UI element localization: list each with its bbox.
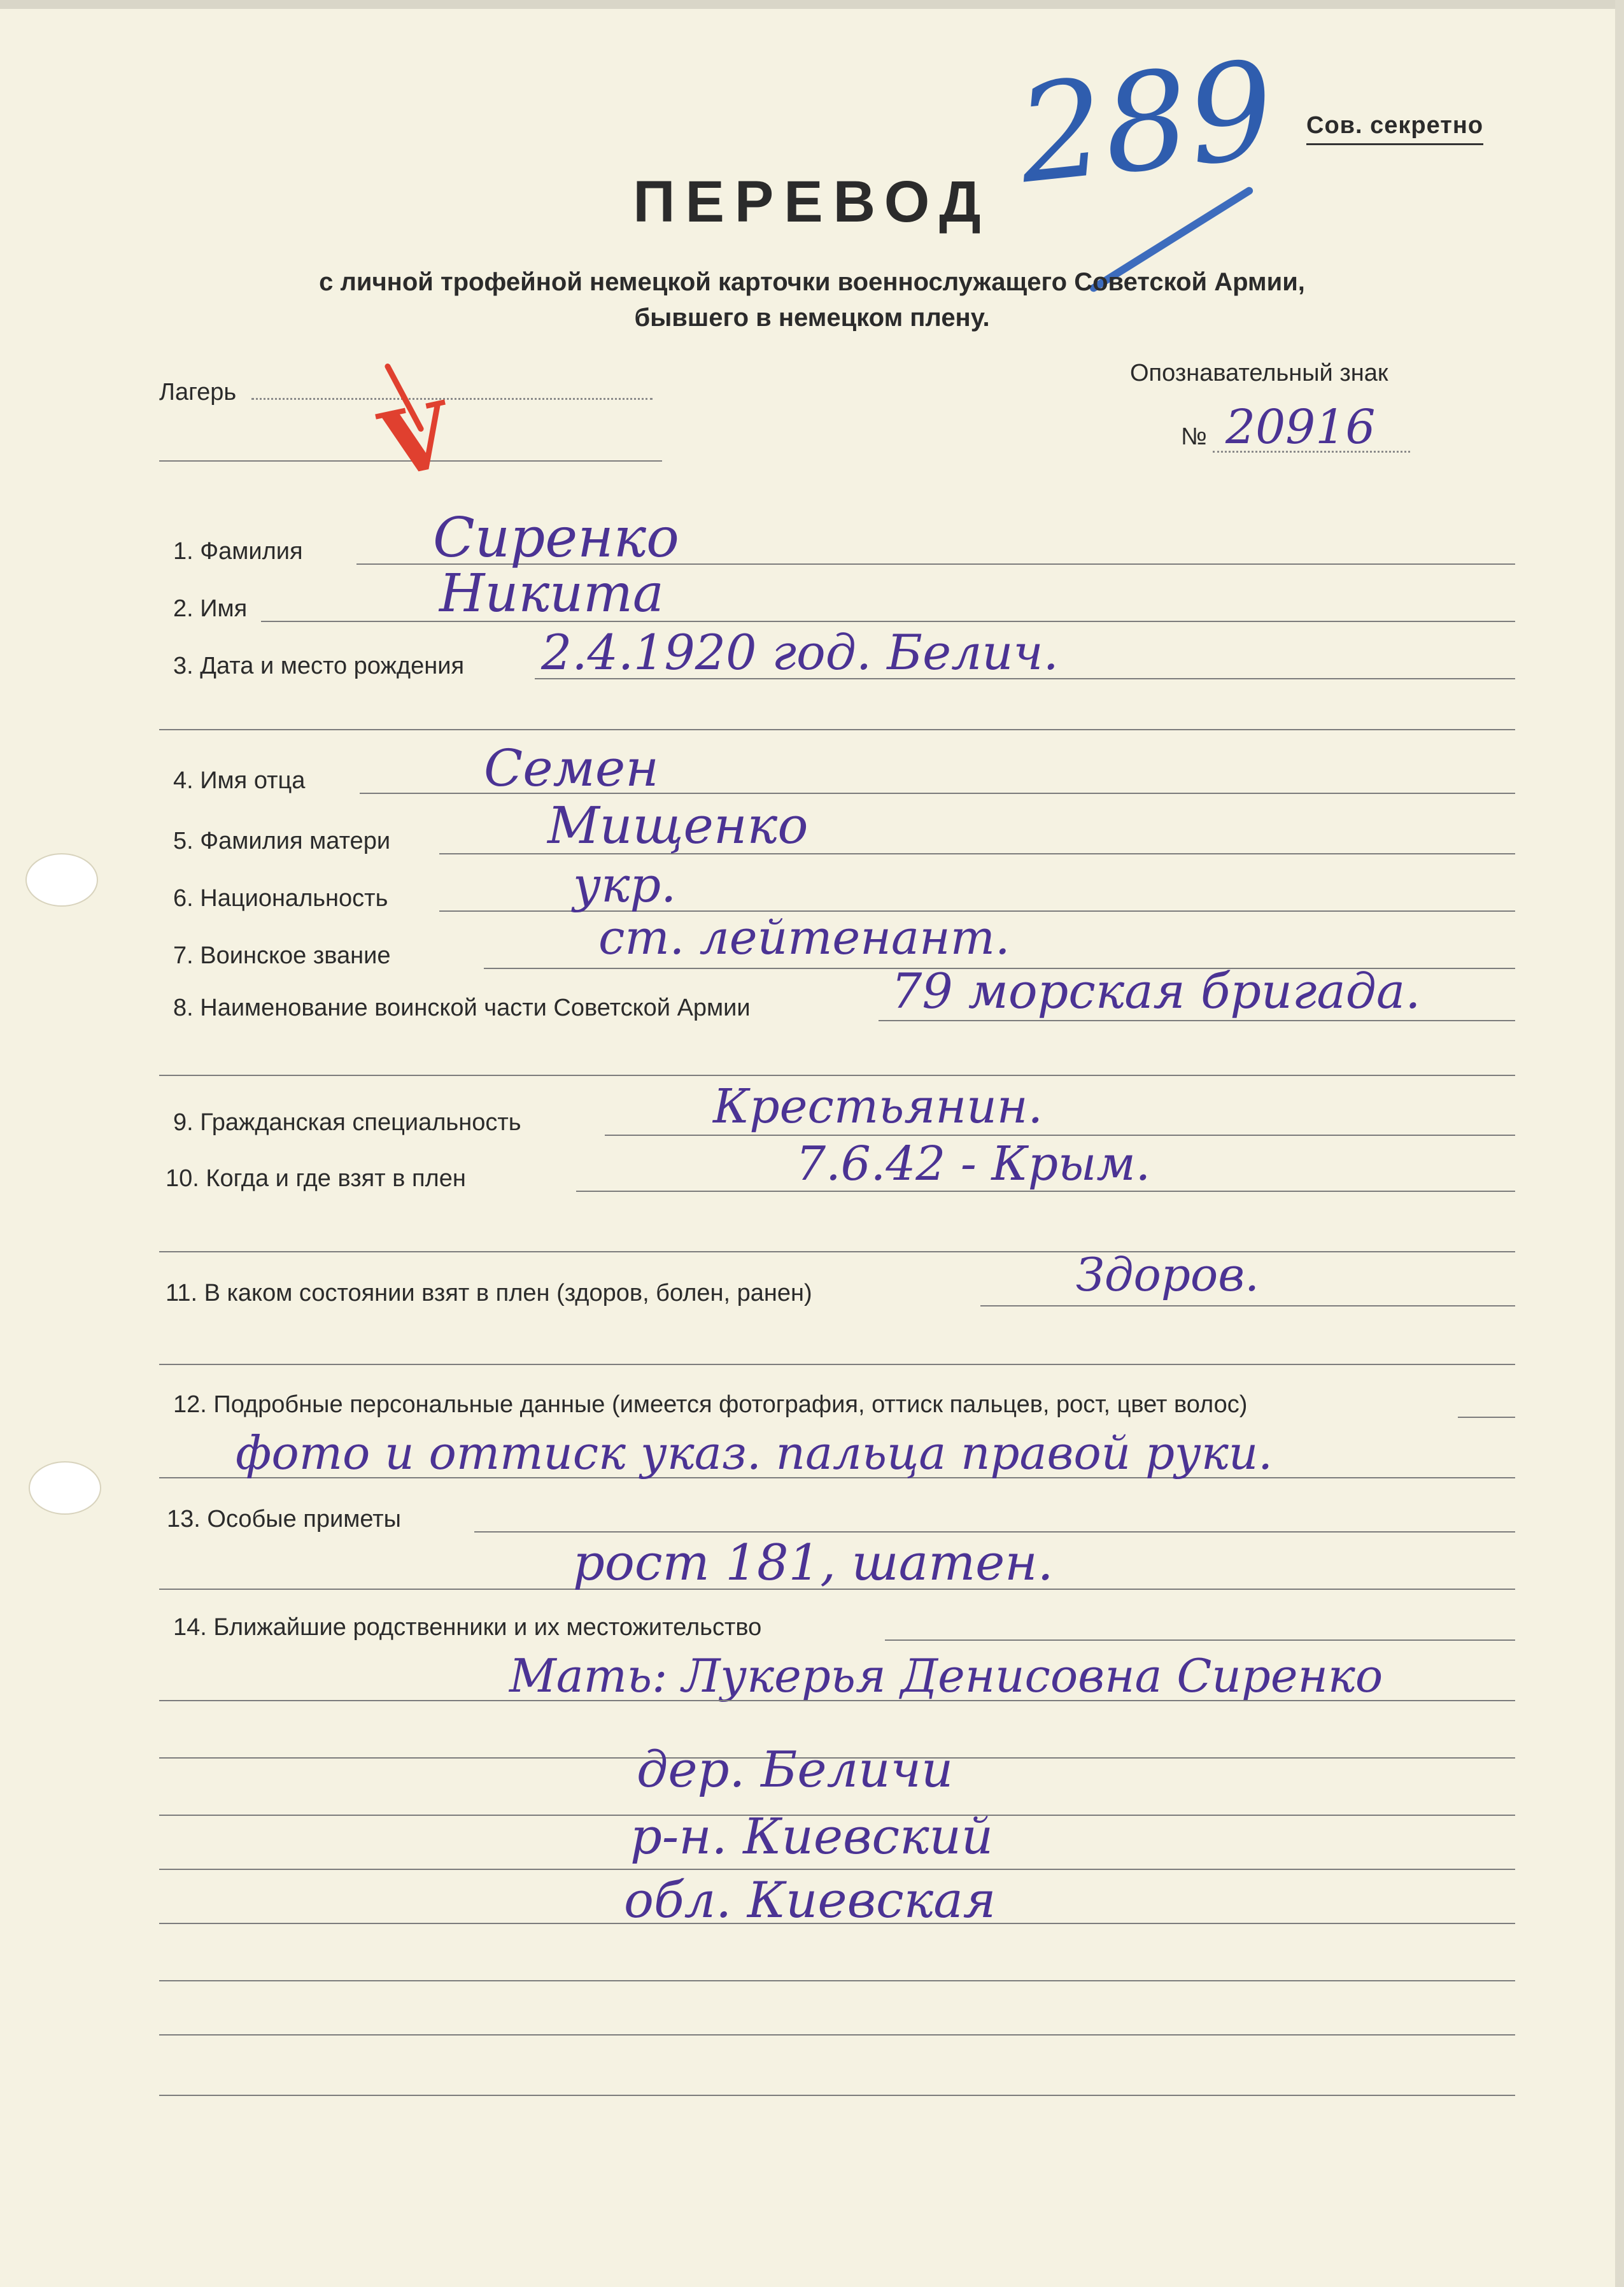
secrecy-stamp: Сов. секретно xyxy=(1306,112,1483,145)
relatives-line-7 xyxy=(159,2034,1515,2036)
field-label-civil-profession: 9. Гражданская специальность xyxy=(173,1109,521,1136)
field-label-captured-when-where: 10. Когда и где взят в плен xyxy=(166,1165,466,1192)
subtitle-line-1: с личной трофейной немецкой карточки военнослужащего Советской Армии, xyxy=(319,268,1305,296)
field-line-condition-2 xyxy=(159,1364,1515,1365)
field-label-mother-surname: 5. Фамилия матери xyxy=(173,828,391,854)
field-label-military-unit: 8. Наименование воинской части Советской Армии xyxy=(173,995,751,1021)
punch-hole-upper xyxy=(25,853,98,907)
field-label-first-name: 2. Имя xyxy=(173,595,248,622)
paper-edge-top xyxy=(0,0,1624,9)
document-subtitle xyxy=(0,264,1624,336)
field-value-birth: 2.4.1920 год. Белич. xyxy=(541,624,1059,681)
field-value-relatives: Мать: Лукерья Денисовна Сиренко xyxy=(509,1649,1383,1703)
field-label-rank: 7. Воинское звание xyxy=(173,942,391,969)
field-label-father-name: 4. Имя отца xyxy=(173,767,306,794)
id-sign-label: Опознавательный знак xyxy=(1130,360,1388,386)
field-value-father-name: Семен xyxy=(484,739,659,798)
id-number-value: 20916 xyxy=(1225,400,1376,455)
field-label-personal-data: 12. Подробные персональные данные (имеется фотография, оттиск пальцев, рост, цвет волос) xyxy=(173,1391,1248,1418)
camp-label: Лагерь xyxy=(159,379,237,406)
relatives-line-8 xyxy=(159,2095,1515,2096)
field-label-condition: 11. В каком состоянии взят в плен (здоров, болен, ранен) xyxy=(166,1280,812,1306)
field-value-rank: ст. лейтенант. xyxy=(598,910,1010,965)
field-label-surname: 1. Фамилия xyxy=(173,538,303,565)
relatives-address-village: дер. Беличи xyxy=(637,1741,954,1799)
field-value-mother-surname: Мищенко xyxy=(547,796,808,855)
field-line-special-marks xyxy=(474,1531,1515,1533)
relatives-line-1 xyxy=(159,1700,1515,1701)
field-line-relatives xyxy=(885,1639,1515,1641)
field-line-captured-2 xyxy=(159,1251,1515,1252)
paper-edge-right xyxy=(1615,0,1624,2287)
field-value-military-unit: 79 морская бригада. xyxy=(891,963,1421,1019)
field-value-first-name: Никита xyxy=(439,563,664,624)
document-title: ПЕРЕВОД xyxy=(633,169,991,234)
field-line-personal-data xyxy=(1458,1417,1515,1418)
camp-dotted-line xyxy=(251,398,653,400)
field-value-nationality: укр. xyxy=(573,856,677,913)
field-value-special-marks: рост 181, шатен. xyxy=(573,1534,1054,1592)
field-value-condition: Здоров. xyxy=(1076,1248,1260,1301)
relatives-address-region: обл. Киевская xyxy=(624,1872,996,1929)
field-line-military-unit-2 xyxy=(159,1075,1515,1076)
relatives-line-6 xyxy=(159,1980,1515,1981)
field-label-nationality: 6. Национальность xyxy=(173,885,388,912)
field-line-condition xyxy=(980,1305,1515,1306)
relatives-address-district: р-н. Киевский xyxy=(630,1808,994,1866)
field-line-birth-2 xyxy=(159,729,1515,730)
field-label-relatives: 14. Ближайшие родственники и их местожительство xyxy=(173,1614,762,1641)
field-value-personal-data: фото и оттиск указ. пальца правой руки. xyxy=(236,1426,1273,1480)
field-value-surname: Сиренко xyxy=(433,506,679,570)
field-value-civil-profession: Крестьянин. xyxy=(713,1079,1043,1134)
punch-hole-lower xyxy=(29,1461,101,1515)
field-line-civil-profession xyxy=(605,1135,1515,1136)
archive-number: 289 xyxy=(1011,31,1282,214)
camp-mark: V xyxy=(372,382,462,499)
id-number-prefix: № xyxy=(1181,423,1207,450)
subtitle-line-2: бывшего в немецком плену. xyxy=(634,304,990,332)
field-line-military-unit xyxy=(879,1020,1515,1021)
field-label-birth: 3. Дата и место рождения xyxy=(173,653,465,679)
field-value-captured-when-where: 7.6.42 - Крым. xyxy=(796,1136,1151,1191)
field-label-special-marks: 13. Особые приметы xyxy=(167,1506,401,1533)
relatives-line-4 xyxy=(159,1869,1515,1870)
